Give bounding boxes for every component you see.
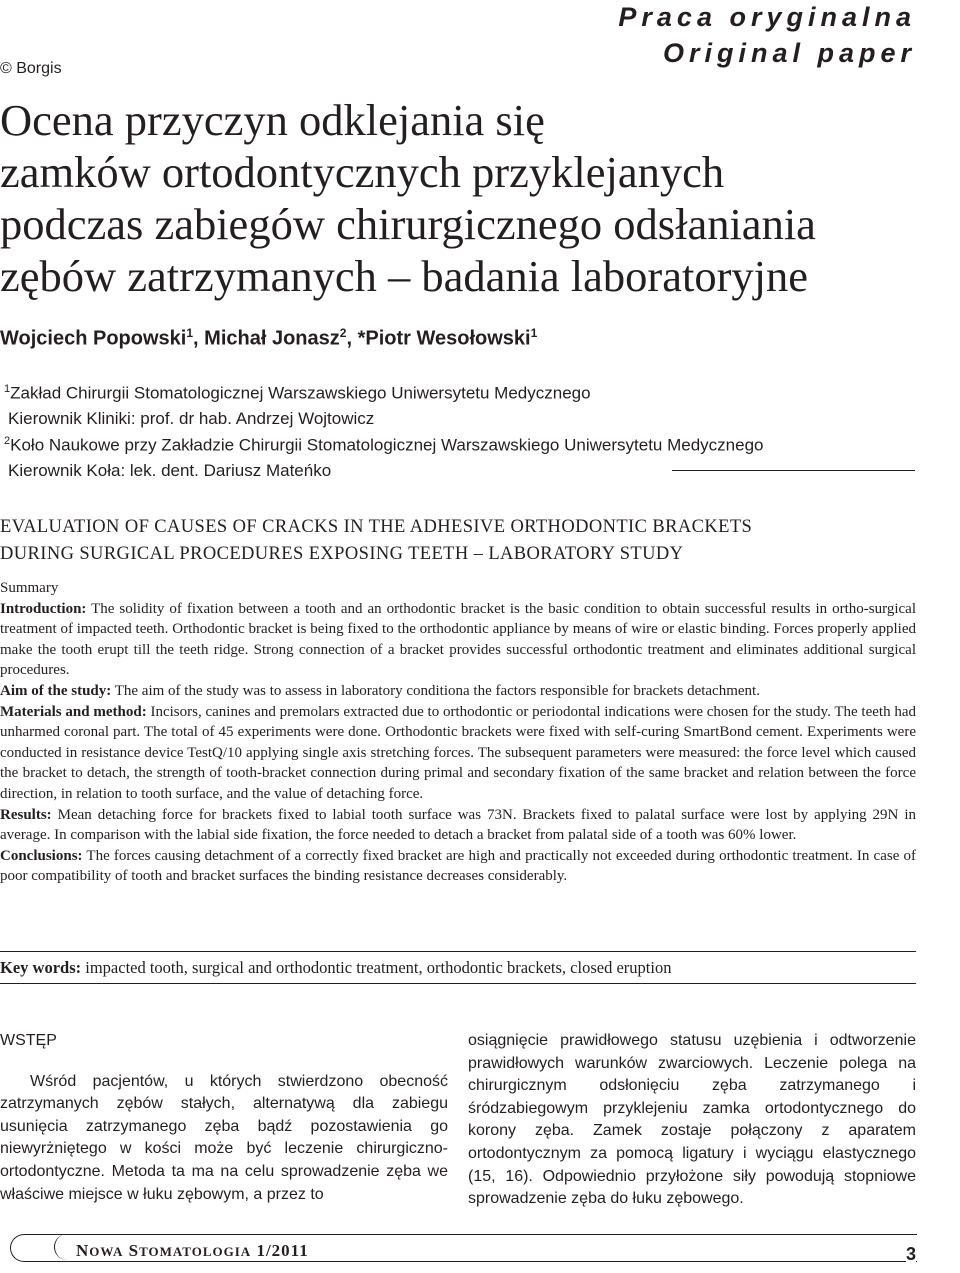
journal-initial: S: [128, 1241, 140, 1260]
author-name: Wojciech Popowski: [0, 327, 187, 350]
summary-label: Aim of the study:: [0, 682, 112, 699]
article-title: [0, 94, 920, 302]
title-line: podczas zabiegów chirurgicznego odsłaniania: [0, 199, 816, 249]
summary-text: The aim of the study was to assess in laboratory conditiona the factors responsible for brackets detachment.: [111, 682, 760, 699]
affiliation-2: [4, 429, 763, 483]
summary-introduction: [0, 599, 916, 681]
journal-word: TOMATOLOGIA: [139, 1244, 252, 1259]
affiliation-head: Kierownik Kliniki: prof. dr hab. Andrzej Wojtowicz: [8, 408, 375, 428]
keywords: [0, 958, 671, 978]
affiliation-head: Kierownik Koła: lek. dent. Dariusz Mateńko: [8, 460, 332, 480]
section-label-polish: Praca oryginalna: [618, 2, 916, 32]
author-affiliation-mark: 1: [530, 326, 538, 340]
section-label-english: Original paper: [662, 38, 916, 68]
summary-methods: [0, 702, 916, 805]
affiliation-1: [4, 377, 591, 431]
summary-text: Incisors, canines and premolars extracted due to orthodontic or periodontal indications were chosen for the study. The teeth had unharmed coronal part. The total of 45 experiments were done. Orthodontic brackets were fixed with self-curing SmartBond cement. Experiments were conducted in resistance device TestQ/10 applying single axis stretching forces. The subsequent parameters were measured: the force level which caused the bracket to detach, the strength of tooth-bracket connection during primal and secondary fixation of the same bracket and relation between the force direction, in relation to tooth surface, and the value of detaching force.: [0, 703, 916, 802]
english-title: [0, 514, 752, 568]
keywords-text: impacted tooth, surgical and orthodontic treatment, orthodontic brackets, closed eruption: [81, 958, 672, 977]
keywords-bottom-divider: [0, 983, 916, 984]
title-line: Ocena przyczyn odklejania się: [0, 95, 545, 145]
keywords-label: Key words:: [0, 958, 82, 977]
title-line: zębów zatrzymanych – badania laboratoryjne: [0, 251, 809, 301]
summary-label: Conclusions:: [0, 847, 83, 864]
body-paragraph: Wśród pacjentów, u których stwierdzono obecność zatrzymanych zębów stałych, alternatywą dla zabiegu usunięcia zatrzymanego zęba bądź pozostawienia go niewyrżniętego w kości może być leczenie chirurgiczno-ortodontyczne. Metoda ta ma na celu sprowadzenie zęba we właściwe miejsce w łuku zębowym, a przez to: [0, 1072, 448, 1203]
summary-results: [0, 805, 916, 846]
keywords-top-divider: [0, 951, 916, 952]
english-title-line: DURING SURGICAL PROCEDURES EXPOSING TEETH – LABORATORY STUDY: [0, 544, 684, 564]
body-paragraph: osiągnięcie prawidłowego statusu uzębienia i odtworzenie prawidłowych warunków zwarciowych. Leczenie polega na chirurgicznym odsłonięciu zęba zatrzymanego i śródzabiegowym przyklejeniu zamka ortodontycznego do korony zęba. Zamek zostaje połączony z aparatem ortodontycznym za pomocą ligatury i wyciągu elastycznego (15, 16). Odpowiednio przyłożone siły powodują stopniowe sprowadzenie zęba do łuku zębowego.: [468, 1032, 916, 1208]
summary-aim: [0, 681, 916, 702]
summary-label: Materials and method:: [0, 703, 147, 720]
summary-text: The forces causing detachment of a correctly fixed bracket are high and practically not exceeded during orthodontic treatment. In case of poor compatibility of tooth and bracket surfaces the binding resistance decreases considerably.: [0, 847, 916, 885]
summary-text: Mean detaching force for brackets fixed to labial tooth surface was 73N. Brackets fixed to palatal surface were lost by applying 29N in average. In comparison with the labial side fixation, the force needed to detach a bracket from palatal side of a tooth was 60% lower.: [0, 806, 916, 844]
copyright-notice: © Borgis: [0, 60, 62, 77]
journal-word: OWA: [89, 1244, 124, 1259]
author-name: Michał Jonasz: [204, 327, 340, 350]
summary-label: Results:: [0, 806, 52, 823]
author-affiliation-mark: 1: [186, 326, 194, 340]
page-number: 3: [905, 1244, 916, 1264]
journal-name: [72, 1241, 313, 1261]
summary-conclusions: [0, 846, 916, 887]
author-affiliation-mark: 2: [339, 326, 347, 340]
body-column-right: [468, 1030, 916, 1211]
title-line: zamków ortodontycznych przyklejanych: [0, 147, 725, 197]
affiliation-unit: Zakład Chirurgii Stomatologicznej Warszawskiego Uniwersytetu Medycznego: [10, 383, 591, 403]
summary-label: Introduction:: [0, 600, 87, 617]
affiliation-mark: 1: [4, 383, 11, 395]
author-list: Wojciech Popowski$^1$, Michał Jonasz$^2$, *Piotr Wesołowski$^1$: [0, 326, 538, 350]
summary-heading: Summary: [0, 580, 59, 596]
author-name: *Piotr Wesołowski: [357, 327, 531, 350]
journal-initial: N: [76, 1241, 90, 1260]
body-column-left: [0, 1030, 448, 1206]
affiliation-divider: [672, 470, 915, 471]
english-title-line: EVALUATION OF CAUSES OF CRACKS IN THE ADHESIVE ORTHODONTIC BRACKETS: [0, 517, 753, 537]
summary-section: [0, 578, 916, 887]
affiliation-mark: 2: [4, 435, 11, 447]
journal-issue: 1/2011: [256, 1241, 309, 1260]
affiliation-unit: Koło Naukowe przy Zakładzie Chirurgii Stomatologicznej Warszawskiego Uniwersytetu Medycznego: [10, 435, 764, 455]
summary-text: The solidity of fixation between a tooth and an orthodontic bracket is the basic condition to obtain successful results in ortho-surgical treatment of impacted teeth. Orthodontic bracket is being fixed to the orthodontic appliance by means of wire or elastic binding. Forces properly applied make the tooth erupt till the teeth ridge. Strong connection of a bracket provides successful orthodontic treatment and eliminates additional surgical procedures.: [0, 600, 916, 679]
section-heading-introduction: WSTĘP: [0, 1032, 57, 1049]
